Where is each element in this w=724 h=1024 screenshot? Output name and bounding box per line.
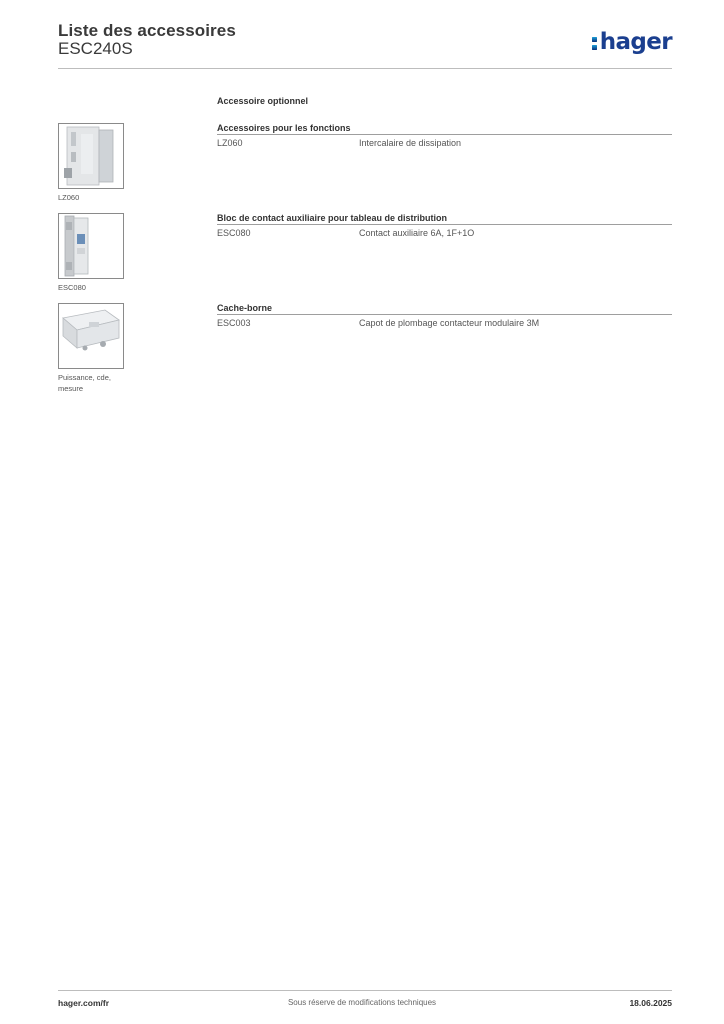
accessory-description: Intercalaire de dissipation (359, 138, 462, 148)
spacer-module-icon (59, 124, 123, 188)
footer-website-link[interactable]: hager.com/fr (58, 998, 110, 1008)
accessory-description: Contact auxiliaire 6A, 1F+1O (359, 228, 475, 238)
section-title: Accessoires pour les fonctions (217, 123, 672, 135)
image-caption: Puissance, cde, mesure (58, 373, 111, 393)
auxiliary-contact-icon (59, 214, 123, 278)
footer-date: 18.06.2025 (629, 998, 672, 1008)
footer-divider (58, 990, 672, 991)
hager-logo-mark-icon (591, 31, 599, 53)
accessory-reference[interactable]: ESC003 (217, 318, 251, 328)
image-caption: ESC080 (58, 283, 86, 292)
optional-accessory-heading: Accessoire optionnel (217, 96, 309, 106)
product-image-lz060 (58, 123, 124, 189)
image-caption: LZ060 (58, 193, 80, 202)
hager-logo (591, 28, 672, 56)
footer-notice: Sous réserve de modifications techniques (287, 998, 437, 1007)
header-divider (58, 68, 672, 69)
product-image-terminal-cover (58, 303, 124, 369)
accessory-reference[interactable]: LZ060 (217, 138, 243, 148)
terminal-cover-icon (59, 304, 123, 368)
section-title: Cache-borne (217, 303, 672, 315)
document-title: Liste des accessoires (58, 21, 236, 40)
product-reference: ESC240S (58, 39, 133, 58)
accessory-reference[interactable]: ESC080 (217, 228, 251, 238)
hager-logo-text: hager (599, 28, 672, 55)
accessory-description: Capot de plombage contacteur modulaire 3M (359, 318, 540, 328)
section-title: Bloc de contact auxiliaire pour tableau de distribution (217, 213, 672, 225)
product-image-esc080 (58, 213, 124, 279)
